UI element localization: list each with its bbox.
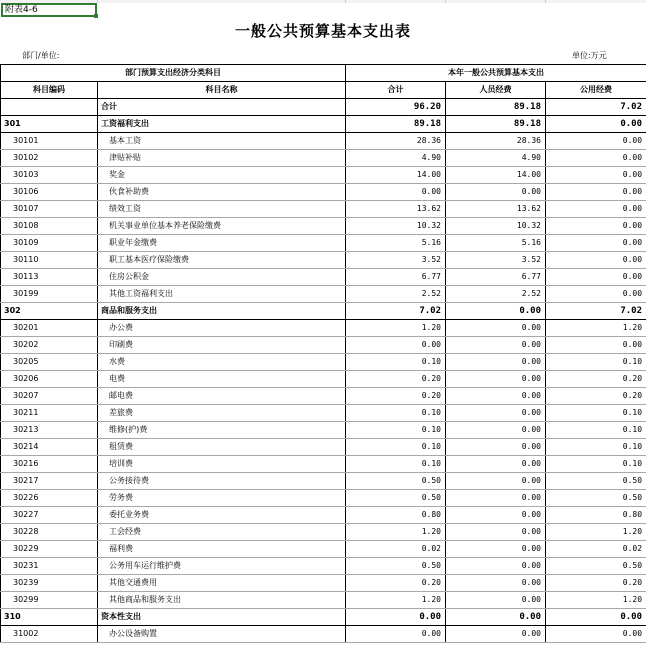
column-divider bbox=[97, 0, 98, 3]
cell-public[interactable]: 0.10 bbox=[546, 354, 646, 371]
table-row bbox=[1, 439, 646, 456]
page-title: 一般公共预算基本支出表 bbox=[234, 22, 411, 40]
table-row bbox=[1, 201, 646, 218]
cell-name[interactable]: 其他交通费用 bbox=[98, 575, 346, 592]
cell-total[interactable]: 0.20 bbox=[346, 371, 446, 388]
table-row bbox=[1, 150, 646, 167]
table-row bbox=[1, 354, 646, 371]
cell-public[interactable]: 0.80 bbox=[546, 507, 646, 524]
cell-code[interactable]: 30202 bbox=[1, 337, 98, 354]
cell-code[interactable]: 30229 bbox=[1, 541, 98, 558]
fill-handle[interactable] bbox=[94, 14, 98, 18]
cell-personnel[interactable]: 4.90 bbox=[446, 150, 546, 167]
cell-total[interactable]: 0.02 bbox=[346, 541, 446, 558]
header-total[interactable]: 合计 bbox=[346, 82, 446, 99]
cell-public[interactable]: 0.00 bbox=[546, 201, 646, 218]
cell-personnel[interactable]: 89.18 bbox=[446, 99, 546, 116]
table-row bbox=[1, 269, 646, 286]
cell-total[interactable]: 0.50 bbox=[346, 473, 446, 490]
cell-name[interactable]: 住房公积金 bbox=[98, 269, 346, 286]
header-code[interactable]: 科目编码 bbox=[1, 82, 98, 99]
cell-public[interactable]: 0.00 bbox=[546, 116, 646, 133]
cell-personnel[interactable]: 0.00 bbox=[446, 558, 546, 575]
cell-code[interactable]: 30239 bbox=[1, 575, 98, 592]
table-row bbox=[1, 558, 646, 575]
cell-name[interactable]: 维修(护)费 bbox=[98, 422, 346, 439]
cell-public[interactable]: 0.00 bbox=[546, 609, 646, 626]
cell-personnel[interactable]: 0.00 bbox=[446, 456, 546, 473]
cell-personnel[interactable]: 0.00 bbox=[446, 184, 546, 201]
cell-public[interactable]: 0.10 bbox=[546, 439, 646, 456]
column-divider bbox=[545, 0, 546, 3]
column-divider bbox=[445, 0, 446, 3]
column-divider bbox=[345, 0, 346, 3]
cell-total[interactable]: 13.62 bbox=[346, 201, 446, 218]
cell-personnel[interactable]: 0.00 bbox=[446, 524, 546, 541]
cell-code[interactable]: 30110 bbox=[1, 252, 98, 269]
header-economic-category[interactable]: 部门预算支出经济分类科目 bbox=[1, 65, 346, 82]
cell-personnel[interactable]: 0.00 bbox=[446, 575, 546, 592]
cell-code[interactable]: 30101 bbox=[1, 133, 98, 150]
cell-code[interactable]: 30205 bbox=[1, 354, 98, 371]
cell-name[interactable]: 印刷费 bbox=[98, 337, 346, 354]
cell-code[interactable]: 30106 bbox=[1, 184, 98, 201]
cell-total[interactable]: 0.00 bbox=[346, 626, 446, 643]
table-row bbox=[1, 320, 646, 337]
cell-name[interactable]: 伙食补助费 bbox=[98, 184, 346, 201]
cell-name[interactable]: 绩效工资 bbox=[98, 201, 346, 218]
cell-public[interactable]: 0.02 bbox=[546, 541, 646, 558]
cell-public[interactable]: 1.20 bbox=[546, 592, 646, 609]
cell-personnel[interactable]: 89.18 bbox=[446, 116, 546, 133]
cell-public[interactable]: 0.00 bbox=[546, 167, 646, 184]
cell-public[interactable]: 0.20 bbox=[546, 388, 646, 405]
cell-personnel[interactable]: 6.77 bbox=[446, 269, 546, 286]
cell-code[interactable]: 302 bbox=[1, 303, 98, 320]
cell-name[interactable]: 邮电费 bbox=[98, 388, 346, 405]
cell-name[interactable]: 办公费 bbox=[98, 320, 346, 337]
table-row bbox=[1, 507, 646, 524]
table-row bbox=[1, 167, 646, 184]
cell-total[interactable]: 1.20 bbox=[346, 592, 446, 609]
table-row bbox=[1, 609, 646, 626]
table-row bbox=[1, 422, 646, 439]
selected-cell[interactable] bbox=[1, 3, 97, 17]
cell-name[interactable]: 福利费 bbox=[98, 541, 346, 558]
cell-personnel[interactable]: 0.00 bbox=[446, 490, 546, 507]
table-row bbox=[1, 473, 646, 490]
cell-name[interactable]: 公务用车运行维护费 bbox=[98, 558, 346, 575]
table-row bbox=[1, 218, 646, 235]
cell-code[interactable]: 301 bbox=[1, 116, 98, 133]
table-row bbox=[1, 575, 646, 592]
cell-code[interactable]: 30113 bbox=[1, 269, 98, 286]
cell-name[interactable]: 工资福利支出 bbox=[98, 116, 346, 133]
table-row bbox=[1, 99, 646, 116]
cell-total[interactable]: 0.20 bbox=[346, 388, 446, 405]
cell-personnel[interactable]: 0.00 bbox=[446, 337, 546, 354]
table-row bbox=[1, 184, 646, 201]
cell-total[interactable]: 3.52 bbox=[346, 252, 446, 269]
cell-name[interactable]: 商品和服务支出 bbox=[98, 303, 346, 320]
cell-code[interactable]: 30228 bbox=[1, 524, 98, 541]
table-row bbox=[1, 592, 646, 609]
cell-code[interactable]: 30199 bbox=[1, 286, 98, 303]
cell-public[interactable]: 0.10 bbox=[546, 456, 646, 473]
cell-public[interactable]: 0.00 bbox=[546, 150, 646, 167]
cell-code[interactable]: 30299 bbox=[1, 592, 98, 609]
cell-name[interactable]: 奖金 bbox=[98, 167, 346, 184]
cell-total[interactable]: 0.10 bbox=[346, 456, 446, 473]
cell-total[interactable]: 4.90 bbox=[346, 150, 446, 167]
cell-total[interactable]: 10.32 bbox=[346, 218, 446, 235]
cell-name[interactable]: 职工基本医疗保险缴费 bbox=[98, 252, 346, 269]
cell-name[interactable]: 办公设备购置 bbox=[98, 626, 346, 643]
cell-code[interactable]: 30217 bbox=[1, 473, 98, 490]
cell-name[interactable]: 劳务费 bbox=[98, 490, 346, 507]
cell-name[interactable]: 公务接待费 bbox=[98, 473, 346, 490]
table-row bbox=[1, 303, 646, 320]
cell-personnel[interactable]: 0.00 bbox=[446, 371, 546, 388]
cell-personnel[interactable]: 0.00 bbox=[446, 439, 546, 456]
cell-total[interactable]: 96.20 bbox=[346, 99, 446, 116]
table-row bbox=[1, 337, 646, 354]
cell-name[interactable]: 资本性支出 bbox=[98, 609, 346, 626]
cell-name[interactable]: 水费 bbox=[98, 354, 346, 371]
budget-table bbox=[0, 64, 646, 643]
cell-name[interactable]: 租赁费 bbox=[98, 439, 346, 456]
cell-public[interactable]: 0.00 bbox=[546, 235, 646, 252]
table-row bbox=[1, 133, 646, 150]
cell-code[interactable]: 30231 bbox=[1, 558, 98, 575]
cell-ref-text: 附表4-6 bbox=[5, 5, 38, 15]
cell-personnel[interactable]: 0.00 bbox=[446, 422, 546, 439]
cell-code[interactable]: 30227 bbox=[1, 507, 98, 524]
cell-code[interactable] bbox=[1, 99, 98, 116]
cell-public[interactable]: 0.50 bbox=[546, 558, 646, 575]
cell-personnel[interactable]: 0.00 bbox=[446, 354, 546, 371]
cell-total[interactable]: 89.18 bbox=[346, 116, 446, 133]
cell-personnel[interactable]: 0.00 bbox=[446, 320, 546, 337]
cell-name[interactable]: 基本工资 bbox=[98, 133, 346, 150]
cell-personnel[interactable]: 0.00 bbox=[446, 592, 546, 609]
cell-personnel[interactable]: 0.00 bbox=[446, 405, 546, 422]
cell-public[interactable]: 0.00 bbox=[546, 286, 646, 303]
cell-total[interactable]: 14.00 bbox=[346, 167, 446, 184]
cell-name[interactable]: 合计 bbox=[98, 99, 346, 116]
cell-name[interactable]: 委托业务费 bbox=[98, 507, 346, 524]
cell-personnel[interactable]: 28.36 bbox=[446, 133, 546, 150]
cell-code[interactable]: 30103 bbox=[1, 167, 98, 184]
cell-total[interactable]: 5.16 bbox=[346, 235, 446, 252]
cell-total[interactable]: 7.02 bbox=[346, 303, 446, 320]
cell-public[interactable]: 0.00 bbox=[546, 337, 646, 354]
cell-public[interactable]: 0.50 bbox=[546, 490, 646, 507]
cell-code[interactable]: 30108 bbox=[1, 218, 98, 235]
cell-name[interactable]: 职业年金缴费 bbox=[98, 235, 346, 252]
table-row bbox=[1, 405, 646, 422]
cell-personnel[interactable]: 0.00 bbox=[446, 626, 546, 643]
unit-label: 单位:万元 bbox=[572, 51, 607, 60]
cell-total[interactable]: 0.10 bbox=[346, 354, 446, 371]
cell-personnel[interactable]: 0.00 bbox=[446, 507, 546, 524]
cell-public[interactable]: 0.00 bbox=[546, 133, 646, 150]
cell-code[interactable]: 30102 bbox=[1, 150, 98, 167]
cell-personnel[interactable]: 0.00 bbox=[446, 303, 546, 320]
header-public[interactable]: 公用经费 bbox=[546, 82, 646, 99]
table-row bbox=[1, 286, 646, 303]
cell-personnel[interactable]: 5.16 bbox=[446, 235, 546, 252]
cell-personnel[interactable]: 2.52 bbox=[446, 286, 546, 303]
header-personnel[interactable]: 人员经费 bbox=[446, 82, 546, 99]
cell-personnel[interactable]: 0.00 bbox=[446, 473, 546, 490]
department-label: 部门/单位: bbox=[22, 51, 60, 60]
cell-public[interactable]: 0.10 bbox=[546, 422, 646, 439]
cell-personnel[interactable]: 10.32 bbox=[446, 218, 546, 235]
cell-public[interactable]: 7.02 bbox=[546, 99, 646, 116]
table-row bbox=[1, 116, 646, 133]
cell-total[interactable]: 0.00 bbox=[346, 609, 446, 626]
table-row bbox=[1, 252, 646, 269]
table-row bbox=[1, 541, 646, 558]
table-row bbox=[1, 490, 646, 507]
cell-code[interactable]: 30214 bbox=[1, 439, 98, 456]
cell-total[interactable]: 0.10 bbox=[346, 405, 446, 422]
cell-personnel[interactable]: 14.00 bbox=[446, 167, 546, 184]
cell-public[interactable]: 1.20 bbox=[546, 320, 646, 337]
cell-total[interactable]: 0.80 bbox=[346, 507, 446, 524]
table-row bbox=[1, 235, 646, 252]
header-budget-expenditure[interactable]: 本年一般公共预算基本支出 bbox=[346, 65, 646, 82]
cell-personnel[interactable]: 13.62 bbox=[446, 201, 546, 218]
cell-public[interactable]: 0.10 bbox=[546, 405, 646, 422]
cell-public[interactable]: 0.20 bbox=[546, 371, 646, 388]
cell-total[interactable]: 6.77 bbox=[346, 269, 446, 286]
cell-total[interactable]: 28.36 bbox=[346, 133, 446, 150]
cell-name[interactable]: 其他商品和服务支出 bbox=[98, 592, 346, 609]
cell-public[interactable]: 7.02 bbox=[546, 303, 646, 320]
cell-code[interactable]: 30201 bbox=[1, 320, 98, 337]
cell-public[interactable]: 0.00 bbox=[546, 252, 646, 269]
table-body bbox=[1, 99, 646, 643]
cell-name[interactable]: 差旅费 bbox=[98, 405, 346, 422]
cell-total[interactable]: 0.50 bbox=[346, 490, 446, 507]
cell-total[interactable]: 0.00 bbox=[346, 184, 446, 201]
cell-personnel[interactable]: 0.00 bbox=[446, 388, 546, 405]
table-row bbox=[1, 626, 646, 643]
cell-name[interactable]: 工会经费 bbox=[98, 524, 346, 541]
cell-code[interactable]: 30206 bbox=[1, 371, 98, 388]
cell-public[interactable]: 1.20 bbox=[546, 524, 646, 541]
cell-code[interactable]: 30107 bbox=[1, 201, 98, 218]
cell-code[interactable]: 31002 bbox=[1, 626, 98, 643]
table-row bbox=[1, 371, 646, 388]
cell-code[interactable]: 30226 bbox=[1, 490, 98, 507]
cell-name[interactable]: 电费 bbox=[98, 371, 346, 388]
cell-total[interactable]: 0.50 bbox=[346, 558, 446, 575]
cell-total[interactable]: 0.10 bbox=[346, 439, 446, 456]
cell-public[interactable]: 0.50 bbox=[546, 473, 646, 490]
cell-total[interactable]: 0.20 bbox=[346, 575, 446, 592]
cell-name[interactable]: 津贴补贴 bbox=[98, 150, 346, 167]
cell-name[interactable]: 机关事业单位基本养老保险缴费 bbox=[98, 218, 346, 235]
cell-total[interactable]: 0.00 bbox=[346, 337, 446, 354]
cell-public[interactable]: 0.20 bbox=[546, 575, 646, 592]
cell-total[interactable]: 1.20 bbox=[346, 320, 446, 337]
cell-code[interactable]: 30109 bbox=[1, 235, 98, 252]
header-name[interactable]: 科目名称 bbox=[98, 82, 346, 99]
cell-code[interactable]: 30211 bbox=[1, 405, 98, 422]
table-row bbox=[1, 456, 646, 473]
cell-total[interactable]: 2.52 bbox=[346, 286, 446, 303]
cell-total[interactable]: 1.20 bbox=[346, 524, 446, 541]
cell-total[interactable]: 0.10 bbox=[346, 422, 446, 439]
cell-personnel[interactable]: 0.00 bbox=[446, 609, 546, 626]
cell-personnel[interactable]: 0.00 bbox=[446, 541, 546, 558]
cell-code[interactable]: 30207 bbox=[1, 388, 98, 405]
table-row bbox=[1, 388, 646, 405]
cell-personnel[interactable]: 3.52 bbox=[446, 252, 546, 269]
cell-code[interactable]: 30213 bbox=[1, 422, 98, 439]
cell-code[interactable]: 310 bbox=[1, 609, 98, 626]
cell-public[interactable]: 0.00 bbox=[546, 184, 646, 201]
cell-name[interactable]: 其他工资福利支出 bbox=[98, 286, 346, 303]
cell-public[interactable]: 0.00 bbox=[546, 218, 646, 235]
cell-name[interactable]: 培训费 bbox=[98, 456, 346, 473]
table-row bbox=[1, 524, 646, 541]
cell-code[interactable]: 30216 bbox=[1, 456, 98, 473]
cell-public[interactable]: 0.00 bbox=[546, 626, 646, 643]
cell-public[interactable]: 0.00 bbox=[546, 269, 646, 286]
